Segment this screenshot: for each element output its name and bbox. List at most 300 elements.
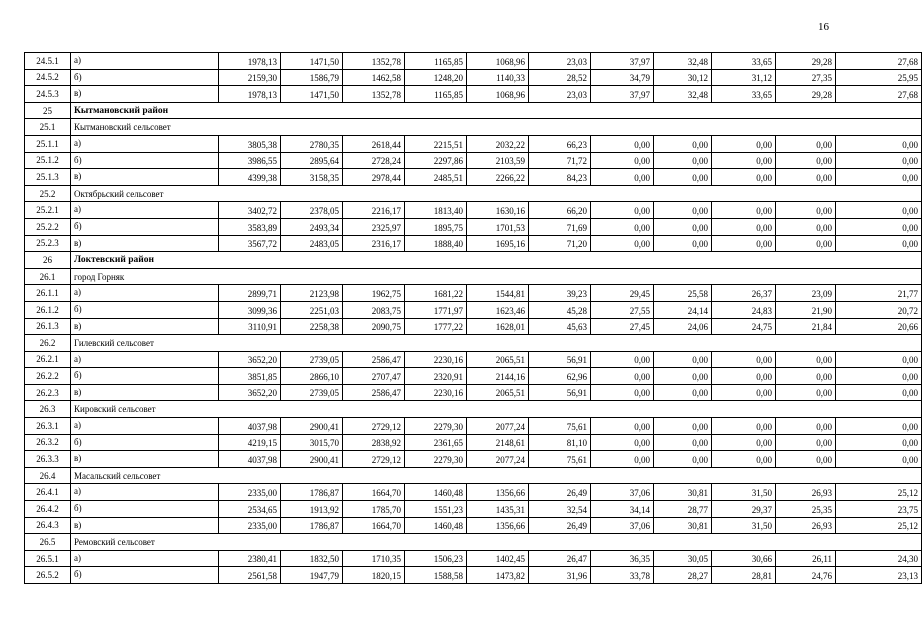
- value-cell: 2483,05: [281, 235, 343, 252]
- row-code: 26.1.1: [25, 285, 71, 302]
- value-cell: 24,30: [836, 550, 922, 567]
- row-code: 26.5.2: [25, 567, 71, 584]
- settlement-name: Гилевский сельсовет: [71, 335, 922, 352]
- value-cell: 1506,23: [405, 550, 467, 567]
- row-code: 25.2.3: [25, 235, 71, 252]
- settlement-name: Ремовский сельсовет: [71, 534, 922, 551]
- value-cell: 0,00: [654, 235, 712, 252]
- value-cell: 0,00: [712, 152, 776, 169]
- row-code: 25.2: [25, 185, 71, 202]
- table-row: [25, 301, 922, 318]
- row-code: 26.4.2: [25, 501, 71, 518]
- settlement-row: [25, 185, 922, 202]
- value-cell: 0,00: [654, 368, 712, 385]
- value-cell: 2561,58: [219, 567, 281, 584]
- value-cell: 23,03: [529, 86, 591, 103]
- settlement-row: [25, 401, 922, 418]
- table-row: [25, 69, 922, 86]
- value-cell: 0,00: [654, 451, 712, 468]
- row-code: 26.3.2: [25, 434, 71, 451]
- value-cell: 2707,47: [343, 368, 405, 385]
- table-row: [25, 135, 922, 152]
- value-cell: 0,00: [591, 202, 654, 219]
- row-code: 26.5: [25, 534, 71, 551]
- value-cell: 26,49: [529, 484, 591, 501]
- value-cell: 1068,96: [467, 53, 529, 70]
- value-cell: 24,76: [776, 567, 836, 584]
- value-cell: 0,00: [654, 384, 712, 401]
- value-cell: 3158,35: [281, 169, 343, 186]
- value-cell: 71,20: [529, 235, 591, 252]
- value-cell: 0,00: [712, 384, 776, 401]
- row-code: 26.4.1: [25, 484, 71, 501]
- value-cell: 32,54: [529, 501, 591, 518]
- value-cell: 0,00: [712, 368, 776, 385]
- value-cell: 37,97: [591, 86, 654, 103]
- value-cell: 1962,75: [343, 285, 405, 302]
- value-cell: 0,00: [654, 434, 712, 451]
- value-cell: 21,77: [836, 285, 922, 302]
- table-row: [25, 152, 922, 169]
- value-cell: 1352,78: [343, 53, 405, 70]
- value-cell: 1701,53: [467, 218, 529, 235]
- value-cell: 0,00: [591, 218, 654, 235]
- value-cell: 2065,51: [467, 384, 529, 401]
- value-cell: 1586,79: [281, 69, 343, 86]
- value-cell: 1777,22: [405, 318, 467, 335]
- row-code: 24.5.3: [25, 86, 71, 103]
- value-cell: 2251,03: [281, 301, 343, 318]
- value-cell: 0,00: [591, 169, 654, 186]
- value-cell: 28,27: [654, 567, 712, 584]
- value-cell: 2866,10: [281, 368, 343, 385]
- value-cell: 0,00: [654, 418, 712, 435]
- table-row: [25, 434, 922, 451]
- value-cell: 23,75: [836, 501, 922, 518]
- value-cell: 84,23: [529, 169, 591, 186]
- table-row: [25, 368, 922, 385]
- value-cell: 1471,50: [281, 86, 343, 103]
- row-label: а): [71, 202, 219, 219]
- row-label: а): [71, 285, 219, 302]
- row-code: 25.1.2: [25, 152, 71, 169]
- value-cell: 30,81: [654, 484, 712, 501]
- table-row: [25, 484, 922, 501]
- value-cell: 1630,16: [467, 202, 529, 219]
- value-cell: 0,00: [712, 235, 776, 252]
- value-cell: 1460,48: [405, 484, 467, 501]
- value-cell: 2279,30: [405, 418, 467, 435]
- value-cell: 56,91: [529, 384, 591, 401]
- row-label: б): [71, 218, 219, 235]
- row-code: 25.2.1: [25, 202, 71, 219]
- value-cell: 1623,46: [467, 301, 529, 318]
- district-row: [25, 252, 922, 269]
- value-cell: 31,12: [712, 69, 776, 86]
- value-cell: 25,35: [776, 501, 836, 518]
- value-cell: 20,66: [836, 318, 922, 335]
- row-code: 26.4: [25, 467, 71, 484]
- row-label: в): [71, 235, 219, 252]
- value-cell: 0,00: [654, 169, 712, 186]
- value-cell: 0,00: [712, 135, 776, 152]
- value-cell: 1352,78: [343, 86, 405, 103]
- district-name: Локтевский район: [71, 252, 922, 269]
- settlement-name: Кытмановский сельсовет: [71, 119, 922, 136]
- value-cell: 31,50: [712, 484, 776, 501]
- row-label: б): [71, 567, 219, 584]
- value-cell: 30,66: [712, 550, 776, 567]
- value-cell: 2103,59: [467, 152, 529, 169]
- table-row: [25, 318, 922, 335]
- value-cell: 1068,96: [467, 86, 529, 103]
- settlement-name: город Горняк: [71, 268, 922, 285]
- table-row: [25, 169, 922, 186]
- row-label: в): [71, 451, 219, 468]
- value-cell: 1786,87: [281, 484, 343, 501]
- table-row: [25, 285, 922, 302]
- row-code: 26.3.3: [25, 451, 71, 468]
- value-cell: 1165,85: [405, 53, 467, 70]
- value-cell: 2159,30: [219, 69, 281, 86]
- value-cell: 29,28: [776, 53, 836, 70]
- value-cell: 62,96: [529, 368, 591, 385]
- value-cell: 1628,01: [467, 318, 529, 335]
- value-cell: 0,00: [654, 135, 712, 152]
- value-cell: 1460,48: [405, 517, 467, 534]
- row-code: 26.4.3: [25, 517, 71, 534]
- value-cell: 2216,17: [343, 202, 405, 219]
- table-row: [25, 550, 922, 567]
- value-cell: 56,91: [529, 351, 591, 368]
- row-label: б): [71, 152, 219, 169]
- value-cell: 2077,24: [467, 451, 529, 468]
- table-row: [25, 351, 922, 368]
- value-cell: 0,00: [836, 152, 922, 169]
- value-cell: 29,28: [776, 86, 836, 103]
- value-cell: 0,00: [712, 451, 776, 468]
- table-row: [25, 517, 922, 534]
- value-cell: 2325,97: [343, 218, 405, 235]
- value-cell: 0,00: [654, 202, 712, 219]
- value-cell: 2320,91: [405, 368, 467, 385]
- value-cell: 1820,15: [343, 567, 405, 584]
- value-cell: 2361,65: [405, 434, 467, 451]
- value-cell: 0,00: [776, 368, 836, 385]
- row-label: в): [71, 169, 219, 186]
- value-cell: 71,72: [529, 152, 591, 169]
- value-cell: 2780,35: [281, 135, 343, 152]
- value-cell: 25,12: [836, 484, 922, 501]
- value-cell: 1913,92: [281, 501, 343, 518]
- value-cell: 0,00: [836, 368, 922, 385]
- row-code: 26.5.1: [25, 550, 71, 567]
- value-cell: 0,00: [836, 135, 922, 152]
- value-cell: 29,45: [591, 285, 654, 302]
- value-cell: 3015,70: [281, 434, 343, 451]
- value-cell: 1471,50: [281, 53, 343, 70]
- value-cell: 2083,75: [343, 301, 405, 318]
- value-cell: 26,47: [529, 550, 591, 567]
- value-cell: 0,00: [591, 135, 654, 152]
- value-cell: 2230,16: [405, 384, 467, 401]
- value-cell: 2900,41: [281, 418, 343, 435]
- settlement-row: [25, 268, 922, 285]
- row-code: 26.1.3: [25, 318, 71, 335]
- value-cell: 2485,51: [405, 169, 467, 186]
- row-label: а): [71, 418, 219, 435]
- value-cell: 2493,34: [281, 218, 343, 235]
- value-cell: 0,00: [836, 451, 922, 468]
- value-cell: 30,81: [654, 517, 712, 534]
- value-cell: 3851,85: [219, 368, 281, 385]
- value-cell: 1140,33: [467, 69, 529, 86]
- value-cell: 0,00: [591, 368, 654, 385]
- value-cell: 2123,98: [281, 285, 343, 302]
- value-cell: 1544,81: [467, 285, 529, 302]
- row-code: 25: [25, 102, 71, 119]
- value-cell: 0,00: [836, 235, 922, 252]
- value-cell: 2148,61: [467, 434, 529, 451]
- value-cell: 75,61: [529, 418, 591, 435]
- value-cell: 0,00: [591, 451, 654, 468]
- value-cell: 4219,15: [219, 434, 281, 451]
- value-cell: 3099,36: [219, 301, 281, 318]
- value-cell: 26,93: [776, 517, 836, 534]
- value-cell: 1402,45: [467, 550, 529, 567]
- value-cell: 1710,35: [343, 550, 405, 567]
- value-cell: 26,11: [776, 550, 836, 567]
- value-cell: 21,84: [776, 318, 836, 335]
- value-cell: 3402,72: [219, 202, 281, 219]
- value-cell: 4037,98: [219, 451, 281, 468]
- value-cell: 2729,12: [343, 418, 405, 435]
- value-cell: 0,00: [836, 434, 922, 451]
- value-cell: 0,00: [712, 418, 776, 435]
- value-cell: 37,97: [591, 53, 654, 70]
- value-cell: 4399,38: [219, 169, 281, 186]
- value-cell: 30,12: [654, 69, 712, 86]
- row-code: 26.2.1: [25, 351, 71, 368]
- row-code: 25.1.1: [25, 135, 71, 152]
- table-row: [25, 418, 922, 435]
- value-cell: 0,00: [591, 351, 654, 368]
- value-cell: 1695,16: [467, 235, 529, 252]
- value-cell: 2739,05: [281, 351, 343, 368]
- value-cell: 1888,40: [405, 235, 467, 252]
- row-label: а): [71, 135, 219, 152]
- row-code: 24.5.2: [25, 69, 71, 86]
- value-cell: 25,12: [836, 517, 922, 534]
- value-cell: 2297,86: [405, 152, 467, 169]
- value-cell: 37,06: [591, 517, 654, 534]
- value-cell: 1248,20: [405, 69, 467, 86]
- value-cell: 45,28: [529, 301, 591, 318]
- value-cell: 1895,75: [405, 218, 467, 235]
- value-cell: 2032,22: [467, 135, 529, 152]
- table-row: [25, 235, 922, 252]
- value-cell: 26,37: [712, 285, 776, 302]
- value-cell: 2335,00: [219, 484, 281, 501]
- value-cell: 2895,64: [281, 152, 343, 169]
- value-cell: 24,75: [712, 318, 776, 335]
- row-label: в): [71, 86, 219, 103]
- value-cell: 0,00: [836, 418, 922, 435]
- row-label: а): [71, 484, 219, 501]
- value-cell: 1435,31: [467, 501, 529, 518]
- settlement-row: [25, 534, 922, 551]
- value-cell: 2144,16: [467, 368, 529, 385]
- row-code: 24.5.1: [25, 53, 71, 70]
- value-cell: 28,52: [529, 69, 591, 86]
- value-cell: 28,77: [654, 501, 712, 518]
- value-cell: 66,23: [529, 135, 591, 152]
- table-row: [25, 86, 922, 103]
- value-cell: 0,00: [776, 152, 836, 169]
- value-cell: 0,00: [712, 202, 776, 219]
- value-cell: 0,00: [836, 169, 922, 186]
- value-cell: 1165,85: [405, 86, 467, 103]
- row-code: 26.1.2: [25, 301, 71, 318]
- value-cell: 28,81: [712, 567, 776, 584]
- tariff-table: [24, 52, 922, 584]
- value-cell: 1473,82: [467, 567, 529, 584]
- row-label: а): [71, 53, 219, 70]
- value-cell: 0,00: [591, 418, 654, 435]
- settlement-row: [25, 335, 922, 352]
- value-cell: 27,68: [836, 53, 922, 70]
- table-row: [25, 384, 922, 401]
- value-cell: 2215,51: [405, 135, 467, 152]
- value-cell: 21,90: [776, 301, 836, 318]
- value-cell: 0,00: [776, 351, 836, 368]
- row-label: в): [71, 318, 219, 335]
- row-label: б): [71, 501, 219, 518]
- value-cell: 23,09: [776, 285, 836, 302]
- value-cell: 2729,12: [343, 451, 405, 468]
- value-cell: 0,00: [836, 218, 922, 235]
- value-cell: 1978,13: [219, 86, 281, 103]
- value-cell: 1681,22: [405, 285, 467, 302]
- row-label: б): [71, 434, 219, 451]
- row-code: 26.1: [25, 268, 71, 285]
- row-code: 25.2.2: [25, 218, 71, 235]
- value-cell: 2586,47: [343, 384, 405, 401]
- row-code: 26.2.2: [25, 368, 71, 385]
- value-cell: 31,96: [529, 567, 591, 584]
- value-cell: 0,00: [591, 235, 654, 252]
- value-cell: 27,35: [776, 69, 836, 86]
- value-cell: 2728,24: [343, 152, 405, 169]
- row-code: 26.3.1: [25, 418, 71, 435]
- district-name: Кытмановский район: [71, 102, 922, 119]
- value-cell: 23,03: [529, 53, 591, 70]
- value-cell: 32,48: [654, 86, 712, 103]
- value-cell: 2266,22: [467, 169, 529, 186]
- value-cell: 0,00: [591, 152, 654, 169]
- value-cell: 3567,72: [219, 235, 281, 252]
- value-cell: 27,55: [591, 301, 654, 318]
- value-cell: 34,14: [591, 501, 654, 518]
- value-cell: 29,37: [712, 501, 776, 518]
- value-cell: 31,50: [712, 517, 776, 534]
- value-cell: 0,00: [836, 384, 922, 401]
- value-cell: 36,35: [591, 550, 654, 567]
- value-cell: 2380,41: [219, 550, 281, 567]
- value-cell: 25,95: [836, 69, 922, 86]
- value-cell: 2258,38: [281, 318, 343, 335]
- row-label: а): [71, 550, 219, 567]
- value-cell: 75,61: [529, 451, 591, 468]
- page-number: 16: [818, 21, 829, 33]
- value-cell: 1462,58: [343, 69, 405, 86]
- value-cell: 24,06: [654, 318, 712, 335]
- value-cell: 0,00: [776, 384, 836, 401]
- value-cell: 4037,98: [219, 418, 281, 435]
- value-cell: 45,63: [529, 318, 591, 335]
- table-body: [25, 53, 922, 584]
- value-cell: 33,65: [712, 53, 776, 70]
- value-cell: 1832,50: [281, 550, 343, 567]
- value-cell: 0,00: [654, 351, 712, 368]
- value-cell: 1785,70: [343, 501, 405, 518]
- settlement-row: [25, 119, 922, 136]
- value-cell: 27,68: [836, 86, 922, 103]
- value-cell: 33,65: [712, 86, 776, 103]
- value-cell: 34,79: [591, 69, 654, 86]
- value-cell: 0,00: [654, 152, 712, 169]
- value-cell: 0,00: [776, 434, 836, 451]
- settlement-name: Октябрьский сельсовет: [71, 185, 922, 202]
- value-cell: 3805,38: [219, 135, 281, 152]
- value-cell: 37,06: [591, 484, 654, 501]
- value-cell: 32,48: [654, 53, 712, 70]
- value-cell: 1786,87: [281, 517, 343, 534]
- table-row: [25, 218, 922, 235]
- value-cell: 0,00: [712, 434, 776, 451]
- row-label: б): [71, 69, 219, 86]
- value-cell: 27,45: [591, 318, 654, 335]
- value-cell: 25,58: [654, 285, 712, 302]
- value-cell: 39,23: [529, 285, 591, 302]
- value-cell: 2077,24: [467, 418, 529, 435]
- row-label: б): [71, 301, 219, 318]
- value-cell: 1664,70: [343, 517, 405, 534]
- value-cell: 2739,05: [281, 384, 343, 401]
- value-cell: 0,00: [776, 451, 836, 468]
- value-cell: 1978,13: [219, 53, 281, 70]
- row-code: 26.2.3: [25, 384, 71, 401]
- value-cell: 2618,44: [343, 135, 405, 152]
- value-cell: 0,00: [712, 169, 776, 186]
- value-cell: 2534,65: [219, 501, 281, 518]
- row-label: в): [71, 384, 219, 401]
- value-cell: 2090,75: [343, 318, 405, 335]
- value-cell: 0,00: [776, 235, 836, 252]
- row-label: а): [71, 351, 219, 368]
- value-cell: 3986,55: [219, 152, 281, 169]
- value-cell: 0,00: [776, 202, 836, 219]
- value-cell: 0,00: [712, 218, 776, 235]
- value-cell: 0,00: [836, 202, 922, 219]
- value-cell: 0,00: [654, 218, 712, 235]
- value-cell: 66,20: [529, 202, 591, 219]
- value-cell: 1356,66: [467, 484, 529, 501]
- value-cell: 20,72: [836, 301, 922, 318]
- row-label: б): [71, 368, 219, 385]
- value-cell: 2586,47: [343, 351, 405, 368]
- value-cell: 2978,44: [343, 169, 405, 186]
